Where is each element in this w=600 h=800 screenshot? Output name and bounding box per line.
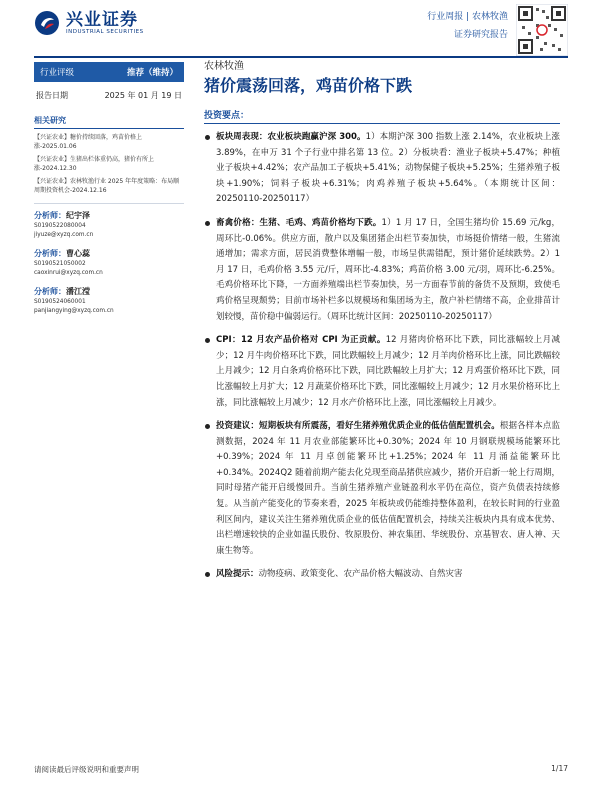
analyst-name: 纪宇泽 (66, 211, 90, 220)
key-point-text: 1）1 月 17 日，全国生猪均价 15.69 元/kg，周环比-0.06%。供应方面，散户以及集团猪企出栏节奏加快，市场挺价情绪一般，生猪流通增加；需求方面，居民消费整体增幅一般，市场呈供需错配，预计猪价延续跌势。2）1 月 17 日，毛鸡价格 3.55 元/斤，周环比-4.83%；鸡苗价格 3.00 元/羽，周环比-6.25%。毛鸡价格环比下降，一方面养殖端出栏节奏加快，另一方面春节前的备货不及预期，致使毛鸡价格呈现颓势；目前市场补栏多以规模场和集团场为主，散户补栏情绪不高，企业排苗计划较慢，苗价稳中偏弱运行。（周环比统计区间：20250110-20250117） (216, 217, 560, 322)
analyst-name: 曹心蕊 (66, 249, 90, 258)
key-point-lead: 畜禽价格：生猪、毛鸡、鸡苗价格均下跌。 (216, 217, 382, 228)
header-divider (34, 56, 568, 58)
logo-chinese-name: 兴业证券 (66, 9, 138, 30)
rating-value: 推荐（维持） (126, 68, 178, 78)
analyst-entry (34, 286, 184, 316)
logo-mark-icon (34, 10, 60, 36)
related-research-list (34, 133, 184, 195)
analyst-entry (34, 248, 184, 278)
report-type: 行业周报 | 农林牧渔 (427, 12, 508, 22)
key-point-text: 动物疫病、政策变化、农产品价格大幅波动、自然灾害 (258, 569, 463, 580)
logo-english-name: INDUSTRIAL SECURITIES (66, 28, 144, 35)
page-number: 1/17 (551, 764, 568, 773)
key-point-lead: 风险提示： (216, 569, 259, 580)
related-research-item[interactable]: 【兴证农业】生猪出栏体重仍高，猪价有所上涨-2024.12.30 (34, 156, 155, 172)
page-footer (34, 764, 568, 778)
analyst-email[interactable]: panjiangying@xyzq.com.cn (34, 308, 114, 314)
analyst-label: 分析师： (34, 287, 66, 296)
footer-disclaimer[interactable]: 请阅读最后评级说明和重要声明 (34, 765, 139, 774)
related-research-item[interactable]: 【兴证农业】糖价持续回落，鸡苗价格上涨-2025.01.06 (34, 134, 143, 150)
analyst-entry (34, 210, 184, 240)
rating-bar (34, 62, 184, 82)
company-logo (34, 10, 144, 36)
industry-label: 农林牧渔 (204, 61, 244, 72)
report-category: 证券研究报告 (453, 30, 508, 40)
key-point-lead: CPI：12 月农产品价格对 CPI 为正贡献。 (216, 335, 386, 346)
sidebar (34, 62, 184, 324)
key-points-list (204, 130, 560, 583)
analyst-name: 潘江滢 (66, 287, 90, 296)
analyst-list (34, 203, 184, 316)
qr-code-icon (516, 4, 568, 56)
key-point-text: 12 月猪肉价格环比下跌，同比涨幅较上月减少；12 月牛肉价格环比下跌，同比跌幅较上月减少；12 月羊肉价格环比上涨，同比跌幅较上月减少；12 月白条鸡价格环比下跌，同比跌幅较上月扩大；12 月鸡蛋价格环比下跌，同比涨幅较上月扩大；12 月蔬菜价格环比下跌，同比涨幅较上月减少；12 月水果价格环比上涨，同比涨幅较上月减少；12 月水产价格环比上涨，同比涨幅较上月减少。 (216, 335, 560, 408)
analyst-email[interactable]: jiyuze@xyzq.com.cn (34, 232, 94, 238)
key-points-heading: 投资要点： (204, 108, 560, 124)
key-point-lead: 板块周表现：农业板块跑赢沪深 300。 (216, 132, 366, 142)
key-point-livestock-prices (204, 216, 560, 325)
related-research-item[interactable]: 【兴证农业】农林牧渔行业 2025 年年度策略：布局顺周期投资机会-2024.12.16 (34, 178, 180, 194)
key-point-risk (204, 567, 560, 583)
report-date-label: 报告日期 (36, 91, 68, 100)
main-content (204, 60, 560, 591)
key-point-text: 根据各样本点监测数据，2024 年 11 月农业部能繁环比+0.30%；2024 年 10 月钢联规模场能繁环比+0.39%；2024 年 11 月卓创能繁环比+1.25%；2024 年 11 月涌益能繁环比+0.34%。2024Q2 随着前期产能去化兑现至商品猪供应减少，猪价开启新一轮上行周期，同时母猪产能开启缓慢回升。当前生猪养殖产业链盈利水平仍在高位，资产负债表持续修复。从当前产能变化的节奏来看，2025 年板块或仍能维持整体盈利，在较长时间的行业盈利区间内，建议关注生猪养殖优质企业的低估值配置机会，持续关注板块内具有成本优势、出栏增速较快的企业如温氏股份、牧原股份、神农集团、华统股份、京基智农、唐人神、天康生物等。 (216, 421, 560, 556)
analyst-cert: S0190522080004 (34, 223, 86, 229)
related-research-heading: 相关研究 (34, 115, 184, 129)
rating-label: 行业评级 (40, 68, 75, 78)
analyst-cert: S0190521050002 (34, 261, 86, 267)
analyst-cert: S0190524060001 (34, 299, 86, 305)
report-date-value: 2025 年 01 月 19 日 (104, 91, 182, 100)
key-point-lead: 投资建议：短期板块有所震荡，看好生猪养殖优质企业的低估值配置机会。 (216, 421, 500, 432)
report-header-info (427, 10, 508, 42)
analyst-email[interactable]: caoxinrui@xyzq.com.cn (34, 270, 103, 276)
report-title: 猪价震荡回落，鸡苗价格下跌 (204, 76, 413, 95)
key-point-text: 1）本期沪深 300 指数上涨 2.14%，农业板块上涨 3.89%，在申万 31 个子行业中排名第 13 位。2）分板块看：渔业子板块+5.47%；种植业子板块+4.42%；农产品加工子板块+5.41%；动物保健子板块+5.25%；生猪养殖子板块+1.90%；饲料子板块+6.31%；肉鸡养殖子板块+5.64%。（本期统计区间：20250110-20250117） (216, 132, 560, 205)
report-date (34, 90, 184, 101)
key-point-investment-advice (204, 419, 560, 559)
analyst-label: 分析师： (34, 211, 66, 220)
key-point-performance (204, 130, 560, 208)
key-point-cpi (204, 333, 560, 411)
analyst-label: 分析师： (34, 249, 66, 258)
